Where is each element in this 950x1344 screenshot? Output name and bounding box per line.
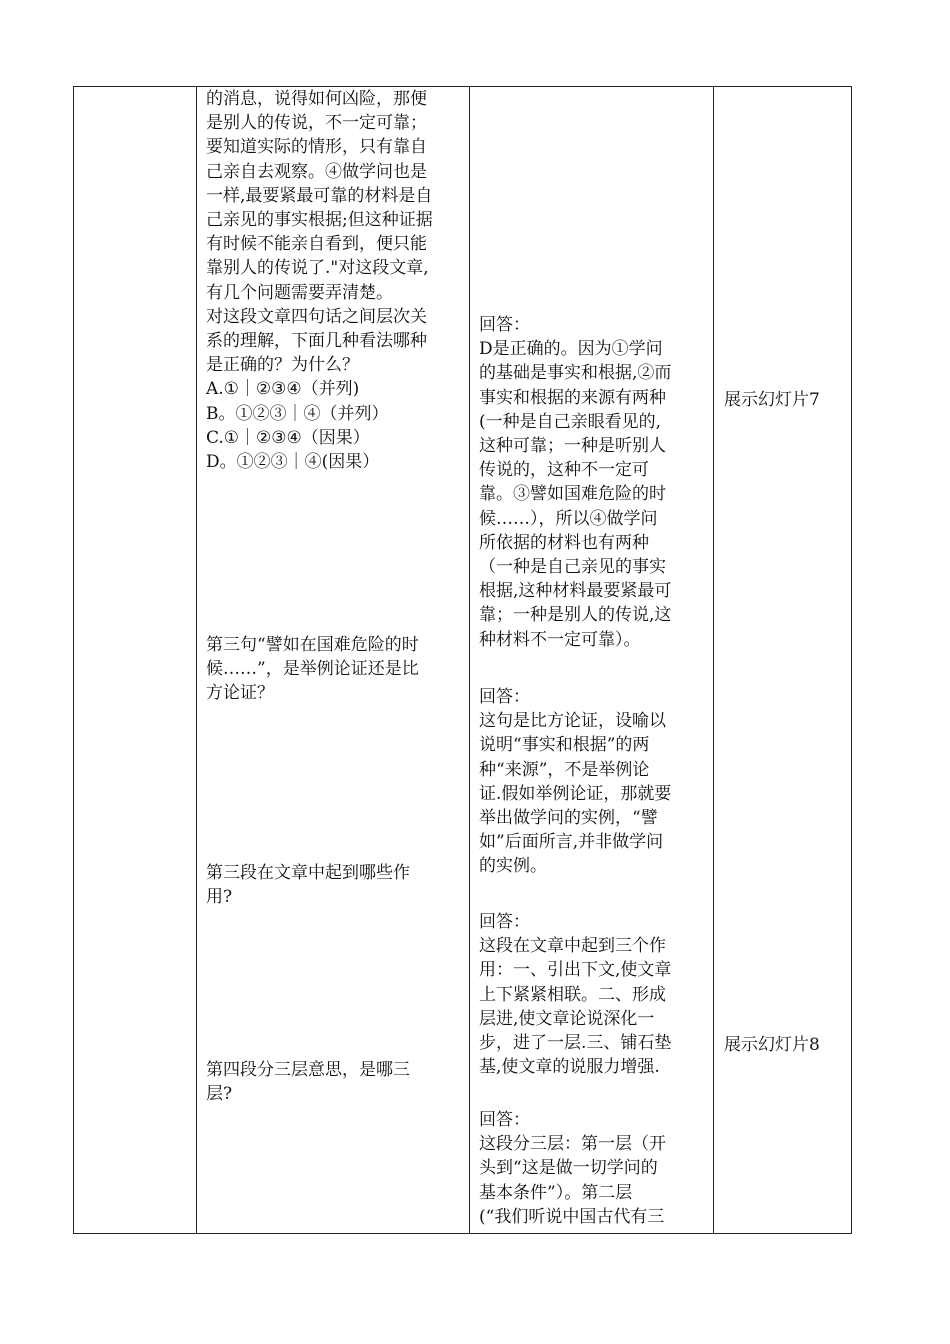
slide-note-8: 展示幻灯片8	[724, 1035, 820, 1055]
questions-cell	[206, 87, 466, 1233]
question-3: 第三段在文章中起到哪些作 用?	[206, 863, 410, 908]
slide-note-7: 展示幻灯片7	[724, 390, 820, 410]
column-divider	[469, 87, 470, 1233]
column-divider	[713, 87, 714, 1233]
answer-1: 回答： D是正确的。因为①学问 的基础是事实和根据,②而 事实和根据的来源有两种 (一种是自己亲眼看见的, 这种可靠；一种是听别人 传说的，这种不一定可 靠。③譬如国难危险的时 候……），所以④做学问 所依据的材料也有两种 （一种是自己亲见的事实 根据,这种材料最要紧最可 靠；一种是别人的传说,这 种材料不一定可靠）。	[479, 315, 672, 650]
answer-2: 回答： 这句是比方论证，设喻以 说明“事实和根据”的两 种“来源”，不是举例论 证.假如举例论证，那就要 举出做学问的实例，“譬 如”后面所言,并非做学问 的实例。	[479, 687, 672, 877]
answer-4: 回答： 这段分三层：第一层（开 头到“这是做一切学问的 基本条件”）。第二层 (“我们听说中国古代有三	[479, 1110, 666, 1227]
option-b: B。①②③｜④（并列）	[206, 403, 389, 424]
passage-text: 的消息，说得如何凶险，那便 是别人的传说，不一定可靠； 要知道实际的情形，只有靠自 己亲自去观察。④做学问也是 一样,最要紧最可靠的材料是自 己亲见的事实根据;但这种证据 有时候不能亲自看到，便只能 靠别人的传说了."对这段文章, 有几个问题需要弄清楚。 对这段文章四句话之间层次关 系的理解，下面几种看法哪种 是正确的？为什么？ A.①｜②③④（并列) B。①②③｜④（并列） C.①｜②③④（因果） D。①②③｜④(因果）	[206, 87, 466, 474]
answers-cell	[479, 87, 709, 1233]
option-d: D。①②③｜④(因果）	[206, 452, 380, 473]
question-1: 对这段文章四句话之间层次关	[206, 306, 427, 327]
empty-column-cell	[74, 87, 196, 1233]
column-divider	[196, 87, 197, 1233]
lesson-table	[73, 86, 852, 1234]
question-4: 第四段分三层意思，是哪三 层?	[206, 1060, 410, 1105]
slides-cell	[724, 87, 849, 1233]
option-c: C.①｜②③④（因果）	[206, 427, 370, 448]
answer-3: 回答： 这段在文章中起到三个作 用：一、引出下文,使文章 上下紧紧相联。二、形成 层进,使文章论说深化一 步，进了一层.三、铺石垫 基,使文章的说服力增强.	[479, 912, 672, 1078]
option-a: A.①｜②③④（并列)	[206, 379, 360, 400]
question-2: 第三句“譬如在国难危险的时 候……”，是举例论证还是比 方论证？	[206, 635, 419, 704]
